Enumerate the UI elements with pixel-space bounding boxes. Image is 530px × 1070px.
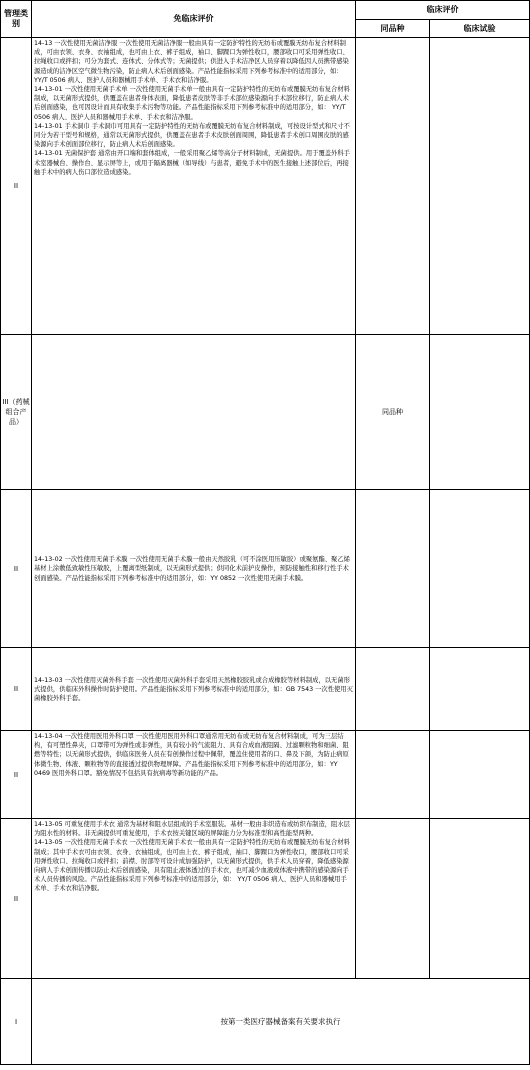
table-row bbox=[1, 335, 530, 490]
row-description bbox=[32, 38, 356, 335]
row-same-variety bbox=[356, 490, 430, 648]
row-clinical-trial bbox=[430, 38, 530, 335]
row-category: II bbox=[1, 490, 32, 648]
row-description bbox=[32, 731, 356, 819]
header-same-variety: 同品种 bbox=[356, 20, 430, 38]
row-same-variety: 同品种 bbox=[356, 335, 430, 490]
row-category: I bbox=[1, 979, 32, 1065]
row-clinical-trial bbox=[430, 335, 530, 490]
row-clinical-trial bbox=[430, 648, 530, 731]
row-same-variety bbox=[356, 648, 430, 731]
table-row bbox=[1, 979, 530, 1065]
paragraph: 14-13-05 一次性使用无菌手术衣 一次性使用无菌手术衣一般由具有一定防护特性的无纺布或覆膜无纺布复合材料制成；其中手术衣可由衣领、衣身、衣袖组成，也可由上衣、裤子组成，袖口、脚踝口为弹性收口，腰部收口可采用弹性收口、拉绳收口或拌扣；前襟、肘部等可设计成加强防护，以无菌形式提供，供手术人员穿着，降低感染源向病人手术创面传播以防止术后创面感染，具有阻止液体透过的手术衣，也可减少血液或体液中携带的感染源向手术人员传播的风险。产品性能指标采用下列参考标准中的适用部分，如： YY/T 0506 病人、医护人员和器械用手术单、手术衣和洁净服。 bbox=[34, 839, 350, 893]
row-clinical-trial bbox=[430, 819, 530, 979]
header-category: 管理类别 bbox=[1, 1, 32, 38]
row-description bbox=[32, 648, 356, 731]
paragraph: 14-13-04 一次性使用医用外科口罩 一次性使用医用外科口罩通常用无纺布或无纺布复合材料制成，可为三层结构，有可塑性鼻夹，口罩带可为弹性或非弹性，具有较小的气流阻力、具有合成血液阻隔、过滤颗粒物和细菌、阻燃等特性；以无菌形式提供，供临床医务人员在有创操作过程中佩带，覆盖住使用者的口、鼻及下颌，为防止病原体微生物、体液、颗粒物等的直接透过提供物理屏障。产品性能指标采用下列参考标准中的适用部分，如：YY 0469 医用外科口罩。豁免情况不包括具有抗病毒等新功能的产品。 bbox=[34, 733, 349, 777]
header-clinical-eval: 临床评价 bbox=[356, 1, 530, 20]
row-clinical-trial bbox=[430, 490, 530, 648]
row-description bbox=[32, 819, 356, 979]
row-description bbox=[32, 335, 356, 490]
table-row bbox=[1, 731, 530, 819]
paragraph: 14-13-01 手术洞巾 手术洞巾可用具有一定防护特性的无纺布或覆膜无纺布复合材料制成，可按设计型式和尺寸不同分为若干型号和规格，通常以无菌形式提供，供覆盖在患者手术皮肤创面周围，降低患者手术创口周围皮肤的感染源向手术创面部位移行，防止病人术后创面感染。 bbox=[34, 122, 350, 149]
row-category: II bbox=[1, 648, 32, 731]
filing-note: 按第一类医疗器械备案有关要求执行 bbox=[32, 979, 530, 1065]
table-row bbox=[1, 819, 530, 979]
row-description bbox=[32, 490, 356, 648]
table-row bbox=[1, 38, 530, 335]
table-row bbox=[1, 648, 530, 731]
row-category: II bbox=[1, 38, 32, 335]
row-category: II bbox=[1, 819, 32, 979]
row-same-variety bbox=[356, 731, 430, 819]
header-exempt: 免临床评价 bbox=[32, 1, 356, 38]
row-category: II bbox=[1, 731, 32, 819]
paragraph: 14-13-02 一次性使用无菌手术膜 一次性使用无菌手术膜一般由天然胶乳（可不涂医用压敏胶）或聚氨酯、聚乙烯基材上涂敷低致敏性压敏胶，上覆离型纸制成，以无菌形式提供；供同化术前护皮操作，预防接触性和移行性手术创面感染。产品性能指标采用下列参考标准中的适用部分，如：YY 0852 一次性使用无菌手术膜。 bbox=[34, 556, 350, 582]
row-same-variety bbox=[356, 819, 430, 979]
table-row bbox=[1, 490, 530, 648]
paragraph: 14-13-05 可重复使用手术衣 通常为基材和阻水层组成的手术室服装。基材一般由非织造布或纺织布制造，阻水层为阻水性的材料。非无菌提供可重复使用，手术衣按关键区域的屏障能力分为标准型和高性能型两种。 bbox=[34, 821, 350, 838]
paragraph: 14-13-03 一次性使用灭菌外科手套 一次性使用灭菌外科手套采用天然橡胶胶乳或合成橡胶等材料制成，以无菌形式提供，供临床外科操作时防护使用。产品性能指标采用下列参考标准中的适用部分，如：GB 7543 一次性使用灭菌橡胶外科手套。 bbox=[34, 676, 353, 703]
row-category: III（药械组合产品） bbox=[1, 335, 32, 490]
paragraph: 14-13-01 一次性使用无菌手术单 一次性使用无菌手术单一般由具有一定防护特性的无纺布或覆膜无纺布复合材料制成，以无菌形式提供，供覆盖在患者身体表面，降低患者皮肤等非手术部位感染源向手术部位移行，防止病人术后创面感染，也可因设计而具有收集手术污物等功能。产品性能指标采用下列参考标准中的适用部分，如： YY/T 0506 病人、医护人员和器械用手术单、手术衣和洁净服。 bbox=[34, 86, 350, 121]
paragraph: 14-13 一次性使用无菌洁净服 一次性使用无菌洁净服一般由具有一定防护特性的无纺布或覆膜无纺布复合材料制成，可由衣领、衣身、衣袖组成，也可由上衣、裤子组成，袖口、脚踝口为弹性收口，腰部收口可采用弹性收口、拉绳收口或拌扣；可分为套式、连体式、分体式等；无菌提供；供进入手术洁净区人员穿着以降低因人员携带感染源造成的洁净区空气微生物污染，防止病人术后创面感染。产品性能指标采用下列参考标准中的适用部分，如： YY/T 0506 病人、医护人员和器械用手术单、手术衣和洁净服。 bbox=[34, 40, 349, 84]
row-clinical-trial bbox=[430, 731, 530, 819]
paragraph: 14-13-01 无菌保护套 通常由开口端和套体组成，一般采用聚乙烯等高分子材料制成，无菌提供。用于覆盖外科手术室器械台、操作台、显示屏等上，或用于隔离器械（如导线）与患者，避免手术中的医生接触上述部位后，再接触手术中的病人伤口部位造成感染。 bbox=[34, 150, 350, 176]
header-clinical-trial: 临床试验 bbox=[430, 20, 530, 38]
row-same-variety bbox=[356, 38, 430, 335]
